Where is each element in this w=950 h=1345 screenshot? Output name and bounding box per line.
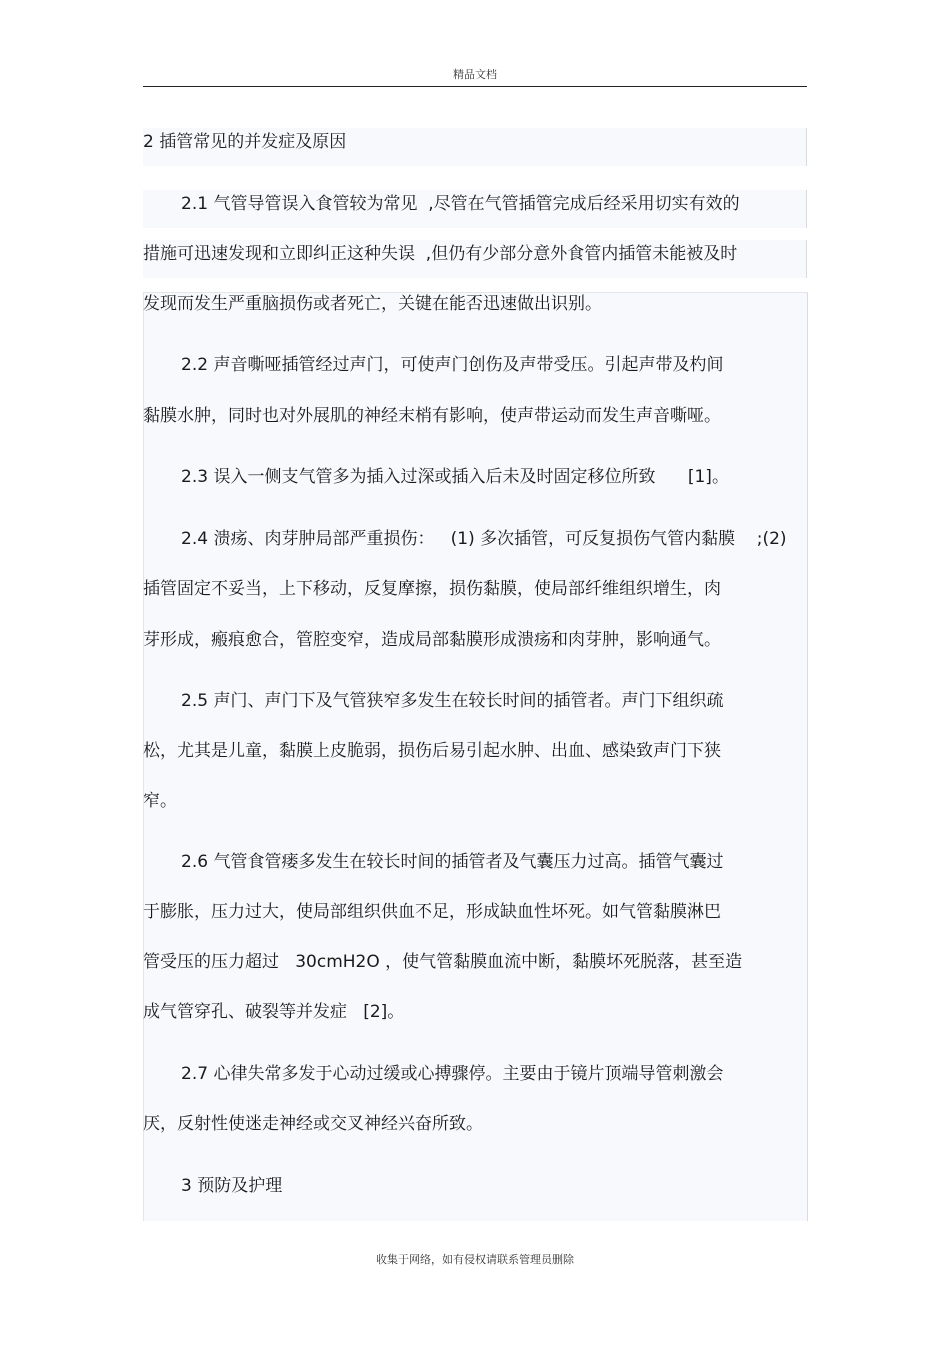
page-header: 精品文档 <box>453 68 497 81</box>
paragraph-2-1-line-3: 发现而发生严重脑损伤或者死亡，关键在能否迅速做出识别。 <box>143 294 602 314</box>
paragraph-2-1-line-2: 措施可迅速发现和立即纠正这种失误 ,但仍有少部分意外食管内插管未能被及时 <box>143 244 738 264</box>
paragraph-2-4-line-3: 芽形成，瘢痕愈合，管腔变窄，造成局部黏膜形成溃疡和肉芽肿，影响通气。 <box>143 630 721 650</box>
paragraph-2-1-line-1: 2.1 气管导管误入食管较为常见 ,尽管在气管插管完成后经采用切实有效的 <box>181 194 740 214</box>
paragraph-2-3-line-1: 2.3 误入一侧支气管多为插入过深或插入后未及时固定移位所致 [1]。 <box>181 467 729 487</box>
paragraph-2-7-line-2: 厌，反射性使迷走神经或交叉神经兴奋所致。 <box>143 1114 483 1134</box>
header-divider <box>143 86 807 87</box>
paragraph-2-2-line-1: 2.2 声音嘶哑插管经过声门，可使声门创伤及声带受压。引起声带及杓间 <box>181 355 724 375</box>
page-footer: 收集于网络，如有侵权请联系管理员删除 <box>376 1253 574 1266</box>
section-heading-3: 3 预防及护理 <box>181 1176 283 1196</box>
paragraph-2-7-line-1: 2.7 心律失常多发于心动过缓或心搏骤停。主要由于镜片顶端导管刺激会 <box>181 1064 724 1084</box>
paragraph-2-6-line-3: 管受压的压力超过 30cmH2O ，使气管黏膜血流中断，黏膜坏死脱落，甚至造 <box>143 952 743 972</box>
paragraph-2-6-line-1: 2.6 气管食管瘘多发生在较长时间的插管者及气囊压力过高。插管气囊过 <box>181 852 724 872</box>
paragraph-2-4-line-1: 2.4 溃疡、肉芽肿局部严重损伤： (1) 多次插管，可反复损伤气管内黏膜 ;(2) <box>181 529 787 549</box>
paragraph-2-6-line-2: 于膨胀，压力过大，使局部组织供血不足，形成缺血性坏死。如气管黏膜淋巴 <box>143 902 721 922</box>
paragraph-2-5-line-1: 2.5 声门、声门下及气管狭窄多发生在较长时间的插管者。声门下组织疏 <box>181 691 724 711</box>
paragraph-2-5-line-2: 松，尤其是儿童，黏膜上皮脆弱，损伤后易引起水肿、出血、感染致声门下狭 <box>143 741 721 761</box>
paragraph-2-2-line-2: 黏膜水肿，同时也对外展肌的神经末梢有影响，使声带运动而发生声音嘶哑。 <box>143 406 721 426</box>
paragraph-2-4-line-2: 插管固定不妥当，上下移动，反复摩擦，损伤黏膜，使局部纤维组织增生，肉 <box>143 579 721 599</box>
section-heading-2: 2 插管常见的并发症及原因 <box>143 132 347 152</box>
paragraph-2-6-line-4: 成气管穿孔、破裂等并发症 [2]。 <box>143 1002 405 1022</box>
paragraph-2-5-line-3: 窄。 <box>143 791 177 811</box>
